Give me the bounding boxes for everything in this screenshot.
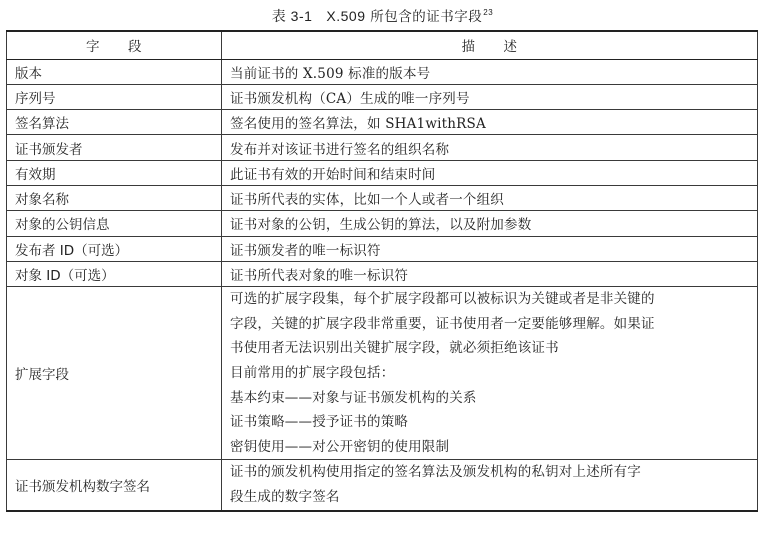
- table-row: [7, 287, 758, 460]
- table-row: [7, 460, 758, 511]
- certificate-fields-table: [6, 30, 758, 512]
- table-row: [7, 135, 758, 160]
- description-line: 段生成的数字签名: [230, 488, 340, 505]
- table-row: [7, 84, 758, 109]
- table-row: [7, 236, 758, 261]
- description-cell: 证书所代表的实体，比如一个人或者一个组织: [222, 185, 758, 210]
- field-cell: 对象 ID（可选）: [7, 261, 222, 286]
- table-row: [7, 185, 758, 210]
- field-cell: 签名算法: [7, 110, 222, 135]
- table-row: [7, 160, 758, 185]
- field-cell: 序列号: [7, 84, 222, 109]
- description-cell: 此证书有效的开始时间和结束时间: [222, 160, 758, 185]
- table-caption: [0, 0, 765, 26]
- description-line: 字段，关键的扩展字段非常重要，证书使用者一定要能够理解。如果证: [230, 315, 655, 332]
- table-row: [7, 211, 758, 236]
- description-cell: 证书颁发机构（CA）生成的唯一序列号: [222, 84, 758, 109]
- description-cell: [222, 460, 758, 511]
- table-row: [7, 110, 758, 135]
- description-cell: 发布并对该证书进行签名的组织名称: [222, 135, 758, 160]
- field-cell: 版本: [7, 59, 222, 84]
- description-line: 密钥使用——对公开密钥的使用限制: [230, 438, 450, 455]
- header-description: 描 述: [222, 31, 758, 59]
- description-line: 基本约束——对象与证书颁发机构的关系: [230, 389, 477, 406]
- table-number: 表 3-1: [271, 8, 313, 24]
- field-cell: 证书颁发机构数字签名: [7, 460, 222, 511]
- description-line: 目前常用的扩展字段包括：: [230, 364, 395, 381]
- description-line: 证书策略——授予证书的策略: [230, 414, 409, 431]
- table-header-row: [7, 31, 758, 59]
- description-line: 证书的颁发机构使用指定的签名算法及颁发机构的私钥对上述所有字: [230, 464, 641, 481]
- description-cell: 证书颁发者的唯一标识符: [222, 236, 758, 261]
- table-row: [7, 261, 758, 286]
- description-cell: [222, 287, 758, 460]
- header-field: 字 段: [7, 31, 222, 59]
- description-line: 书使用者无法识别出关键扩展字段，就必须拒绝该证书: [230, 340, 559, 357]
- field-cell: 证书颁发者: [7, 135, 222, 160]
- field-cell: 发布者 ID（可选）: [7, 236, 222, 261]
- caption-title-prefix: X.509: [326, 8, 366, 24]
- caption-title-suffix: 所包含的证书字段: [365, 9, 483, 25]
- footnote-reference: 23: [483, 8, 494, 17]
- description-line: 可选的扩展字段集，每个扩展字段都可以被标识为关键或者是非关键的: [230, 291, 655, 308]
- field-cell: 对象名称: [7, 185, 222, 210]
- description-cell: 证书对象的公钥，生成公钥的算法，以及附加参数: [222, 211, 758, 236]
- table-row: [7, 59, 758, 84]
- description-cell: 证书所代表对象的唯一标识符: [222, 261, 758, 286]
- description-cell: 当前证书的 X.509 标准的版本号: [222, 59, 758, 84]
- field-cell: 有效期: [7, 160, 222, 185]
- field-cell: 扩展字段: [7, 287, 222, 460]
- description-cell: 签名使用的签名算法，如 SHA1withRSA: [222, 110, 758, 135]
- field-cell: 对象的公钥信息: [7, 211, 222, 236]
